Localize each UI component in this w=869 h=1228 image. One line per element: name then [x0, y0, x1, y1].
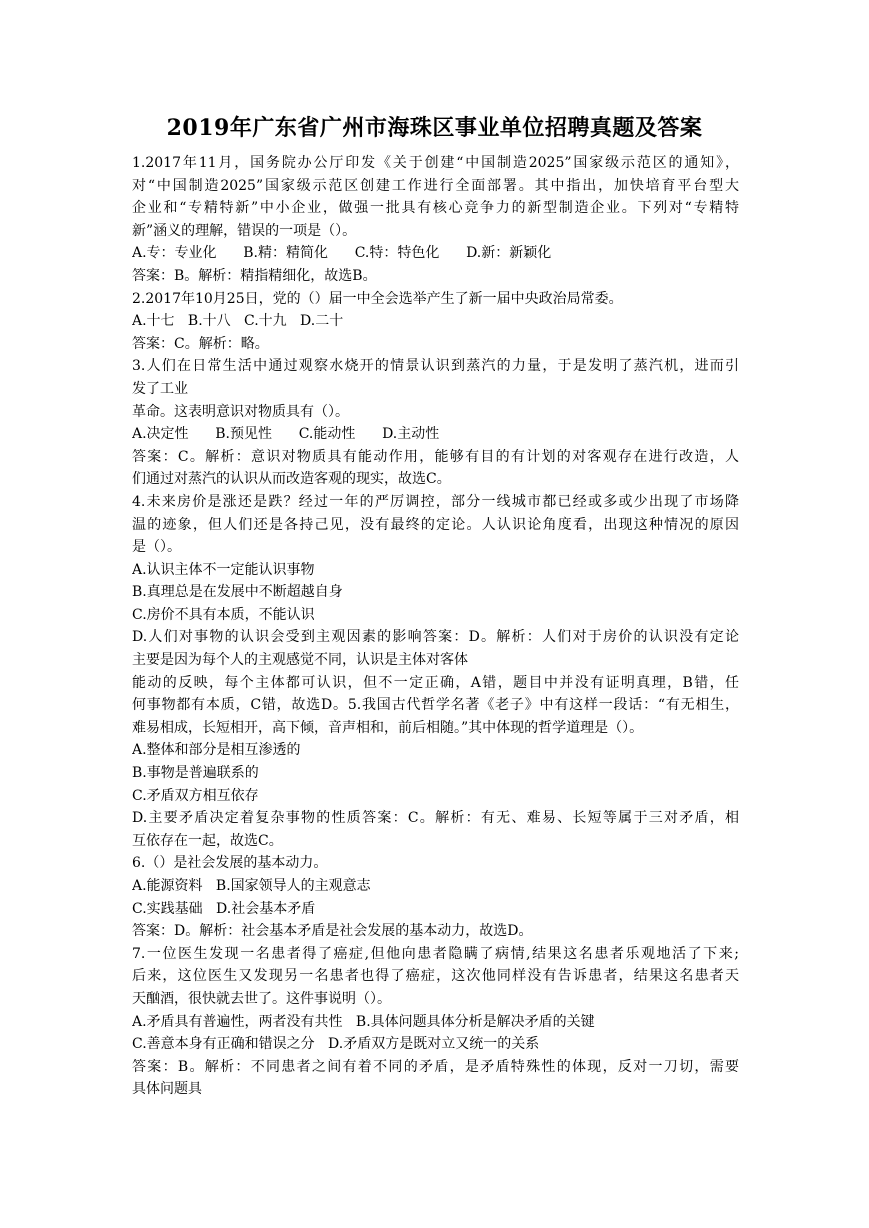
document-body: [132, 152, 739, 1101]
text-line: A.专：专业化 B.精：精简化 C.特：特色化 D.新：新颖化: [132, 245, 552, 262]
text-line: 3.人们在日常生活中通过观察水烧开的情景认识到蒸汽的力量，于是发明了蒸汽机，进而引: [132, 358, 739, 375]
text-line: 互依存在一起，故选C。: [132, 832, 283, 849]
text-line: A.认识主体不一定能认识事物: [132, 561, 315, 578]
text-line: B.事物是普遍联系的: [132, 765, 259, 782]
text-line: A.决定性 B.预见性 C.能动性 D.主动性: [132, 426, 440, 443]
text-line: C.房价不具有本质，不能认识: [132, 606, 315, 623]
document-title: 2019年广东省广州市海珠区事业单位招聘真题及答案: [166, 115, 703, 141]
text-line: C.善意本身有正确和错误之分 D.矛盾双方是既对立又统一的关系: [132, 1036, 540, 1053]
text-line: 主要是因为每个人的主观感觉不同，认识是主体对客体: [132, 652, 468, 669]
text-line: D.人们对事物的认识会受到主观因素的影响答案：D。解析：人们对于房价的认识没有定论: [132, 629, 739, 646]
text-line: 答案：D。解析：社会基本矛盾是社会发展的基本动力，故选D。: [132, 923, 533, 940]
text-line: 答案：C。解析：意识对物质具有能动作用，能够有目的有计划的对客观存在进行改造，人: [132, 448, 739, 465]
text-line: 何事物都有本质，C错，故选D。5.我国古代哲学名著《老子》中有这样一段话：“有无相生，: [132, 697, 739, 714]
text-line: 天酗酒，很快就去世了。这件事说明（）。: [132, 990, 391, 1007]
text-line: 6.（）是社会发展的基本动力。: [132, 855, 328, 872]
text-line: B.真理总是在发展中不断超越自身: [132, 584, 343, 601]
text-line: 4.未来房价是涨还是跌？经过一年的严厉调控，部分一线城市都已经或多或少出现了市场降: [132, 493, 739, 510]
text-line: A.整体和部分是相互渗透的: [132, 742, 301, 759]
text-line: 答案：B。解析：不同患者之间有着不同的矛盾，是矛盾特殊性的体现，反对一刀切，需要: [132, 1058, 739, 1075]
text-line: 革命。这表明意识对物质具有（）。: [132, 403, 349, 420]
text-line: 2.2017年10月25日，党的（）届一中全会选举产生了新一届中央政治局常委。: [132, 290, 623, 307]
text-line: 企业和“专精特新”中小企业，做强一批具有核心竞争力的新型制造企业。下列对“专精特: [132, 200, 739, 217]
text-line: C.矛盾双方相互依存: [132, 787, 259, 804]
text-line: 能动的反映，每个主体都可认识，但不一定正确，A错，题目中并没有证明真理，B错，任: [132, 674, 739, 691]
text-line: 难易相成，长短相开，高下倾，音声相和，前后相随。”其中体现的哲学道理是（）。: [132, 719, 644, 736]
text-line: 发了工业: [132, 380, 188, 397]
text-line: 们通过对蒸汽的认识从而改造客观的现实，故选C。: [132, 471, 451, 488]
text-line: 是（）。: [132, 539, 181, 556]
text-line: 新”涵义的理解，错误的一项是（）。: [132, 222, 357, 239]
text-line: 温的迹象，但人们还是各持己见，没有最终的定论。人认识论角度看，出现这种情况的原因: [132, 516, 739, 533]
text-line: 答案：C。解析：略。: [132, 335, 269, 352]
text-line: 1.2017年11月，国务院办公厅印发《关于创建“中国制造2025”国家级示范区的通知》，: [132, 155, 739, 171]
text-line: 7.一位医生发现一名患者得了癌症,但他向患者隐瞒了病情,结果这名患者乐观地活了下来;: [132, 945, 739, 962]
text-line: 答案：B。解析：精指精细化，故选B。: [132, 267, 377, 284]
text-line: 具体问题具: [132, 1081, 202, 1098]
text-line: D.主要矛盾决定着复杂事物的性质答案：C。解析：有无、难易、长短等属于三对矛盾，相: [132, 810, 739, 827]
text-line: A.能源资料 B.国家领导人的主观意志: [132, 878, 371, 894]
text-line: 对“中国制造2025”国家级示范区创建工作进行全面部署。其中指出，加快培育平台型大: [132, 177, 739, 194]
text-line: C.实践基础 D.社会基本矛盾: [132, 900, 316, 917]
text-line: A.矛盾具有普遍性，两者没有共性 B.具体问题具体分析是解决矛盾的关键: [132, 1013, 595, 1030]
text-line: A.十七 B.十八 C.十九 D.二十: [132, 313, 344, 330]
text-line: 后来，这位医生又发现另一名患者也得了癌症，这次他同样没有告诉患者，结果这名患者天: [132, 968, 739, 985]
